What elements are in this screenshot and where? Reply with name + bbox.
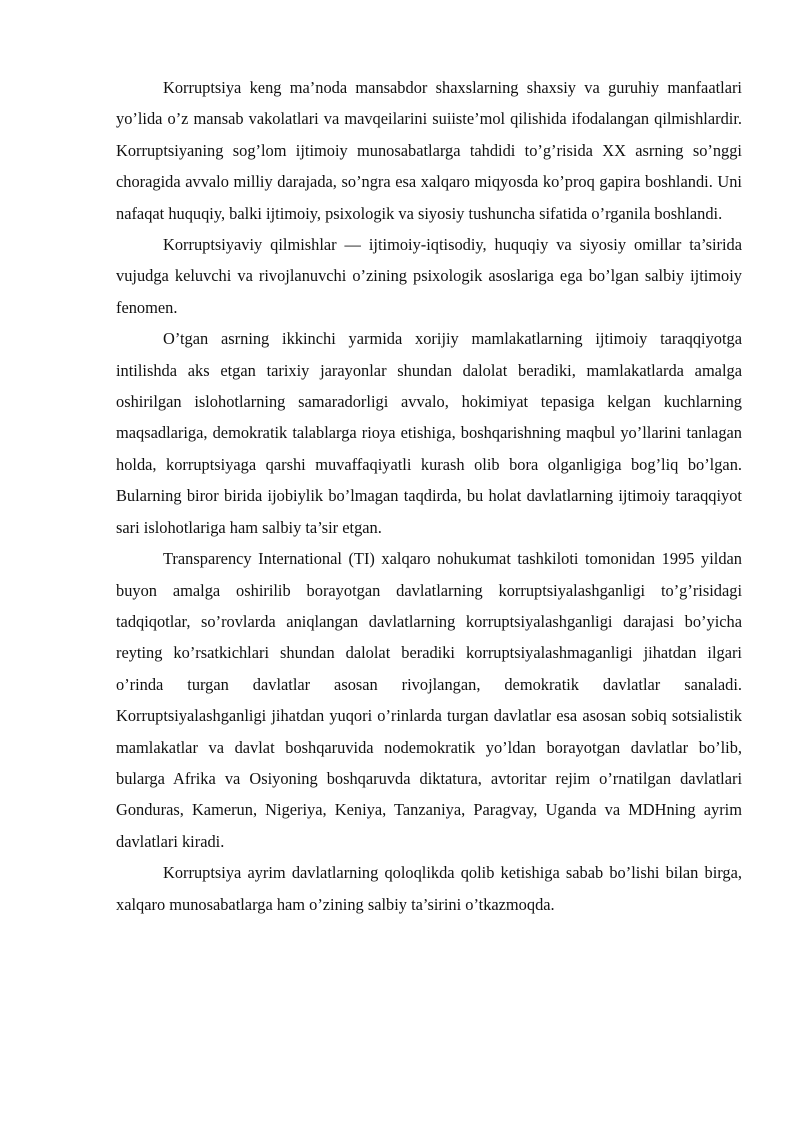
paragraph-historical-processes: O’tgan asrning ikkinchi yarmida xorijiy mamlakatlarning ijtimoiy taraqqiyotga intilishda aks etgan tarixiy jarayonlar shundan dalolat beradiki, mamlakatlarda amalga oshirilgan islohotlarning samaradorligi avvalo, hokimiyat tepasiga kelgan kuchlarning maqsadlariga, demokratik talablarga rioya etishiga, boshqarishning maqbul yo’llarini tanlagan holda, korruptsiyaga qarshi muvaffaqiyatli kurash olib bora olganligiga bog’liq bo’lgan. Bularning biror birida ijobiylik bo’lmagan taqdirda, bu holat davlatlarning ijtimoiy taraqqiyot sari islohotlariga ham salbiy ta’sir etgan. xyxy=(116,329,742,537)
paragraph-corruption-definition: Korruptsiya keng ma’noda mansabdor shaxslarning shaxsiy va guruhiy manfaatlari yo’lida o’z mansab vakolatlari va mavqeilarini suiiste’mol qilishida ifodalangan qilmishlardir. Korruptsiyaning sog’lom ijtimoiy munosabatlarga tahdidi to’g’risida XX asrning so’nggi choragida avvalo milliy darajada, so’ngra esa xalqaro miqyosda ko’proq gapira boshlandi. Uni nafaqat huquqiy, balki ijtimoiy, psixologik va siyosiy tushuncha sifatida o’rganila boshlandi. xyxy=(116,78,742,223)
paragraph-corruption-phenomenon: Korruptsiyaviy qilmishlar — ijtimoiy-iqtisodiy, huquqiy va siyosiy omillar ta’sirida vujudga keluvchi va rivojlanuvchi o’zining psixologik asoslariga ega bo’lgan salbiy ijtimoiy fenomen. xyxy=(116,235,742,317)
document-page xyxy=(116,72,742,920)
paragraph-transparency-international: Transparency International (TI) xalqaro nohukumat tashkiloti tomonidan 1995 yildan buyon amalga oshirilib borayotgan davlatlarning korruptsiyalashganligi to’g’risidagi tadqiqotlar, so’rovlarda aniqlangan davlatlarning korruptsiyalashganligi darajasi bo’yicha reyting ko’rsatkichlari shundan dalolat beradiki korruptsiyalashmaganligi jihatdan ilgari o’rinda turgan davlatlar asosan rivojlangan, demokratik davlatlar sanaladi. Korruptsiyalashganligi jihatdan yuqori o’rinlarda turgan davlatlar esa asosan sobiq sotsialistik mamlakatlar va davlat boshqaruvida nodemokratik yo’ldan borayotgan davlatlar bo’lib, bularga Afrika va Osiyoning boshqaruvda diktatura, avtoritar rejim o’rnatilgan davlatlari Gonduras, Kamerun, Nigeriya, Keniya, Tanzaniya, Paragvay, Uganda va MDHning ayrim davlatlari kiradi. xyxy=(116,549,742,851)
paragraph-international-relations: Korruptsiya ayrim davlatlarning qoloqlikda qolib ketishiga sabab bo’lishi bilan birga, xalqaro munosabatlarga ham o’zining salbiy ta’sirini o’tkazmoqda. xyxy=(116,863,742,914)
